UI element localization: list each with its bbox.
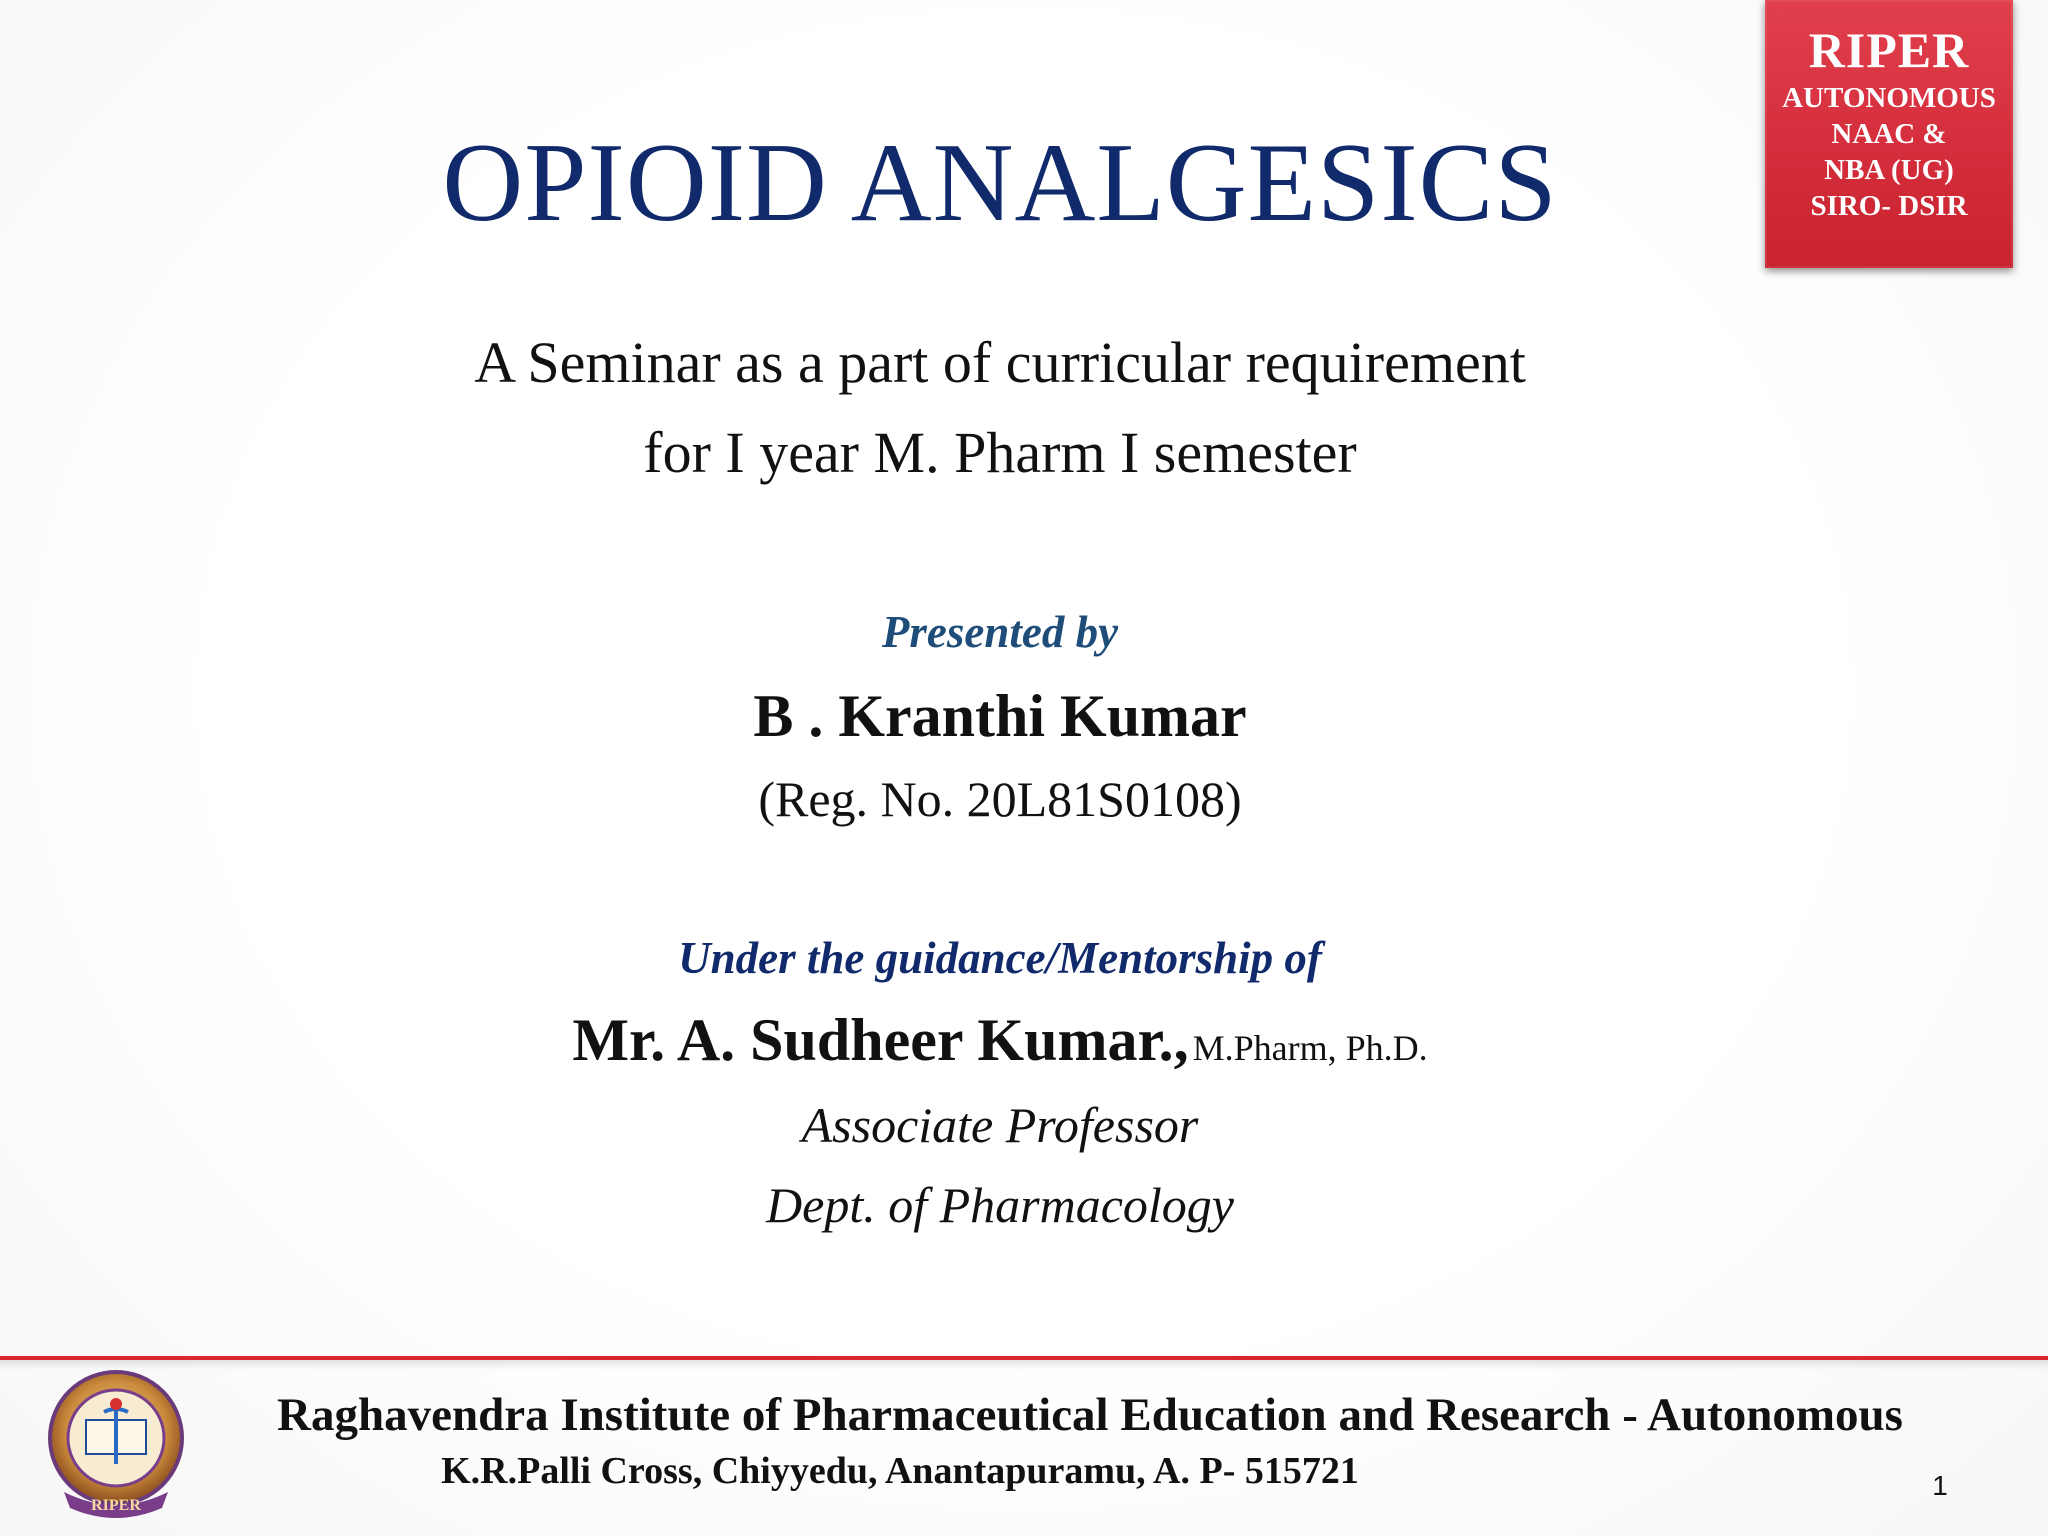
mentor-department: Dept. of Pharmacology	[766, 1177, 1234, 1233]
institute-name: Raghavendra Institute of Pharmaceutical Education and Research - Autonomous	[277, 1389, 1903, 1441]
mentor-degree: M.Pharm, Ph.D.	[1192, 1028, 1428, 1068]
badge-line-naac: NAAC &	[1831, 118, 1947, 150]
badge-line-nba: NBA (UG)	[1824, 154, 1954, 186]
page-number: 1	[1932, 1470, 1948, 1501]
logo-ribbon-text: RIPER	[91, 1497, 141, 1514]
registration-number: (Reg. No. 20L81S0108)	[758, 771, 1242, 827]
slide-title: OPIOID ANALGESICS	[442, 121, 1558, 245]
presented-by-label: Presented by	[881, 607, 1119, 657]
footer-divider-shadow	[0, 1360, 2048, 1370]
mentor-role: Associate Professor	[801, 1097, 1199, 1153]
mentor-name: Mr. A. Sudheer Kumar.,	[572, 1007, 1189, 1073]
badge-line-siro: SIRO- DSIR	[1810, 190, 1968, 222]
badge-title: RIPER	[1808, 22, 1970, 78]
student-name: B . Kranthi Kumar	[753, 683, 1247, 749]
guidance-label: Under the guidance/Mentorship of	[678, 933, 1322, 983]
mentor-line	[0, 1004, 2000, 1092]
badge-line-autonomous: AUTONOMOUS	[1782, 82, 1996, 114]
institute-logo-icon	[42, 1368, 190, 1526]
subtitle-line-2: for I year M. Pharm I semester	[643, 420, 1357, 485]
institute-address: K.R.Palli Cross, Chiyyedu, Anantapuramu, A. P- 515721	[441, 1450, 1359, 1492]
subtitle-line-1: A Seminar as a part of curricular requirement	[474, 330, 1526, 395]
